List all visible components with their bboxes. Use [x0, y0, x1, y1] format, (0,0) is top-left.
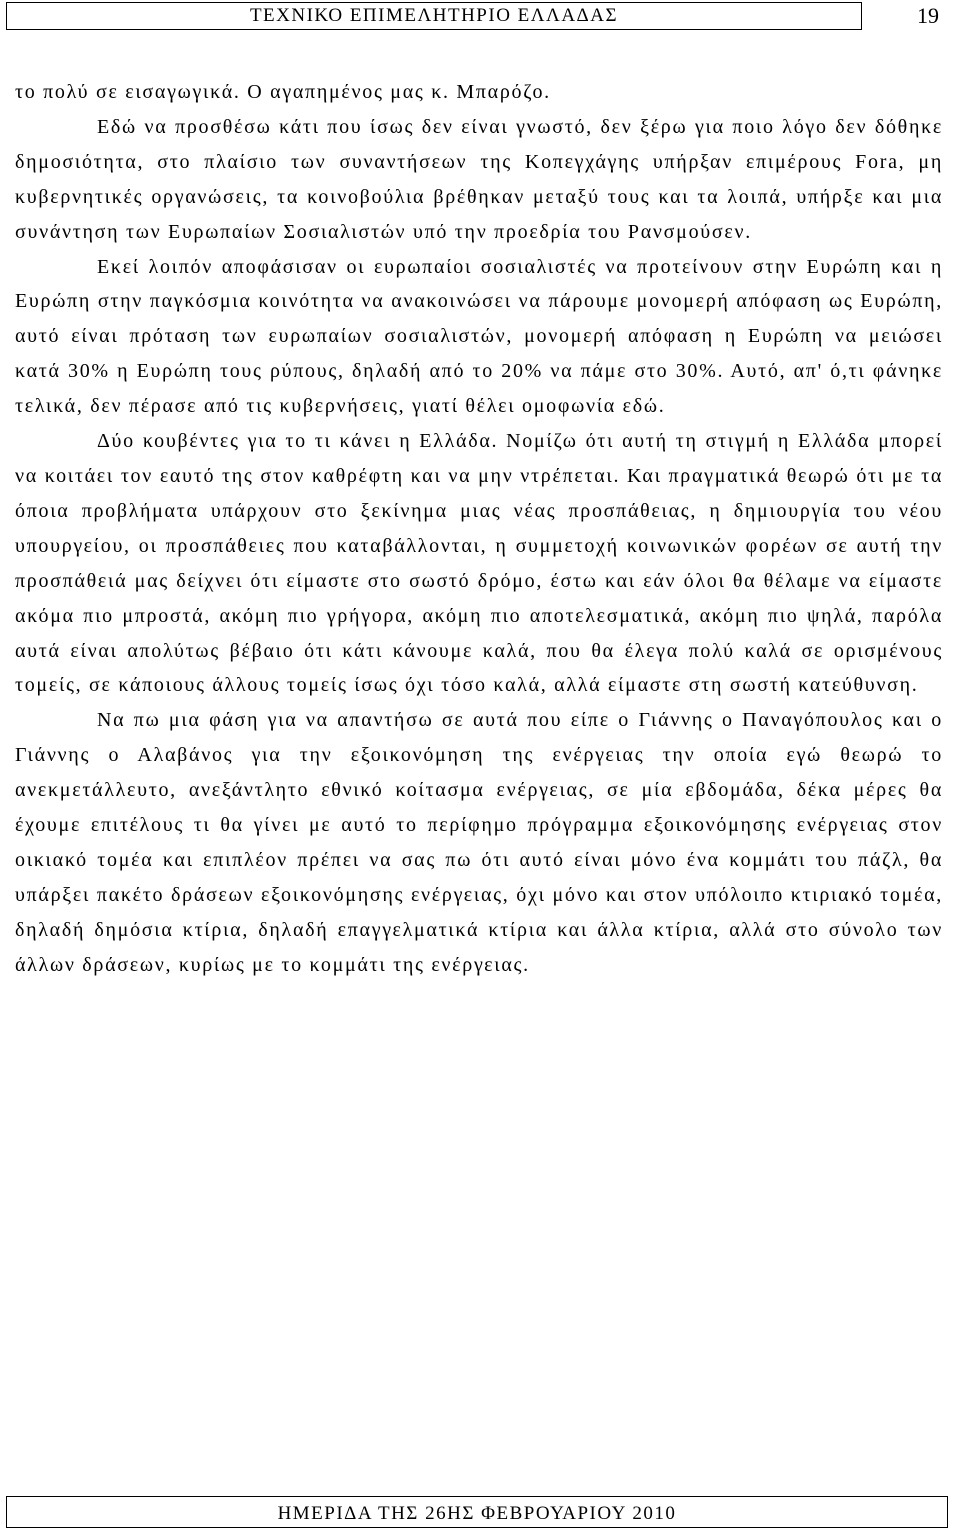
paragraph-3: Εκεί λοιπόν αποφάσισαν οι ευρωπαίοι σοσιαλιστές να προτείνουν στην Ευρώπη και η Ευρώπη στην παγκόσμια κοινότητα να ανακοινώσει να πάρουμε μονομερή απόφαση ως Ευρώπη, αυτό είναι πρόταση των ευρωπαίων σοσιαλιστών, μονομερή απόφαση η Ευρώπη να μειώσει κατά 30% η Ευρώπη τους ρύπους, δηλαδή από το 20% να πάμε στο 30%. Αυτό, απ' ό,τι φάνηκε τελικά, δεν πέρασε από τις κυβερνήσεις, γιατί θέλει ομοφωνία εδώ.: [15, 255, 943, 418]
page-number: 19: [917, 3, 939, 28]
page-header: ΤΕΧΝΙΚΟ ΕΠΙΜΕΛΗΤΗΡΙΟ ΕΛΛΑΔΑΣ: [6, 2, 862, 30]
document-body: [15, 75, 943, 983]
paragraph-2: Εδώ να προσθέσω κάτι που ίσως δεν είναι γνωστό, δεν ξέρω για ποιο λόγο δεν δόθηκε δημοσιότητα, στο πλαίσιο των συναντήσεων της Κοπεγχάγης υπήρξαν επιμέρους Fora, μη κυβερνητικές οργανώσεις, τα κοινοβούλια βρέθηκαν μεταξύ τους και τα λοιπά, υπήρξε και μια συνάντηση των Ευρωπαίων Σοσιαλιστών υπό την προεδρία του Ρανσμούσεν.: [15, 115, 943, 243]
paragraph-5: Να πω μια φάση για να απαντήσω σε αυτά που είπε ο Γιάννης ο Παναγόπουλος και ο Γιάννης ο Αλαβάνος για την εξοικονόμηση της ενέργειας την οποία εγώ θεωρώ το ανεκμετάλλευτο, ανεξάντλητο εθνικό κοίτασμα ενέργειας, σε μία εβδομάδα, δέκα μέρες θα έχουμε επιτέλους τι θα γίνει με αυτό το περίφημο πρόγραμμα εξοικονόμησης ενέργειας στον οικιακό τομέα και επιπλέον πρέπει να σας πω ότι αυτό είναι μόνο ένα κομμάτι του πάζλ, θα υπάρξει πακέτο δράσεων εξοικονόμησης ενέργειας, όχι μόνο και στον υπόλοιπο κτιριακό τομέα, δηλαδή δημόσια κτίρια, δηλαδή επαγγελματικά κτίρια και άλλα κτίρια, αλλά στο σύνολο των άλλων δράσεων, κυρίως με το κομμάτι της ενέργειας.: [15, 709, 943, 976]
paragraph-4: Δύο κουβέντες για το τι κάνει η Ελλάδα. Νομίζω ότι αυτή τη στιγμή η Ελλάδα μπορεί να κοιτάει τον εαυτό της στον καθρέφτη και να μην ντρέπεται. Και πραγματικά θεωρώ ότι με τα όποια προβλήματα υπάρχουν στο ξεκίνημα μιας νέας προσπάθειας, η δημιουργία του νέου υπουργείου, οι προσπάθειες που καταβάλλονται, η συμμετοχή κοινωνικών φορέων σε αυτή την προσπάθειά μας δείχνει ότι είμαστε στο σωστό δρόμο, έστω και εάν όλοι θα θέλαμε να είμαστε ακόμα πιο μπροστά, ακόμη πιο γρήγορα, ακόμη πιο αποτελεσματικά, ακόμη πιο ψηλά, παρόλα αυτά είναι απολύτως βέβαιο ότι κάτι κάνουμε καλά, που θα έλεγα πολύ καλά σε ορισμένους τομείς, σε κάποιους άλλους τομείς ίσως όχι τόσο καλά, αλλά είμαστε στη σωστή κατεύθυνση.: [15, 430, 943, 697]
paragraph-1: το πολύ σε εισαγωγικά. Ο αγαπημένος μας κ. Μπαρόζο.: [15, 81, 551, 103]
page-footer: ΗΜΕΡΙΔΑ ΤΗΣ 26ΗΣ ΦΕΒΡΟΥΑΡΙΟΥ 2010: [6, 1496, 948, 1528]
